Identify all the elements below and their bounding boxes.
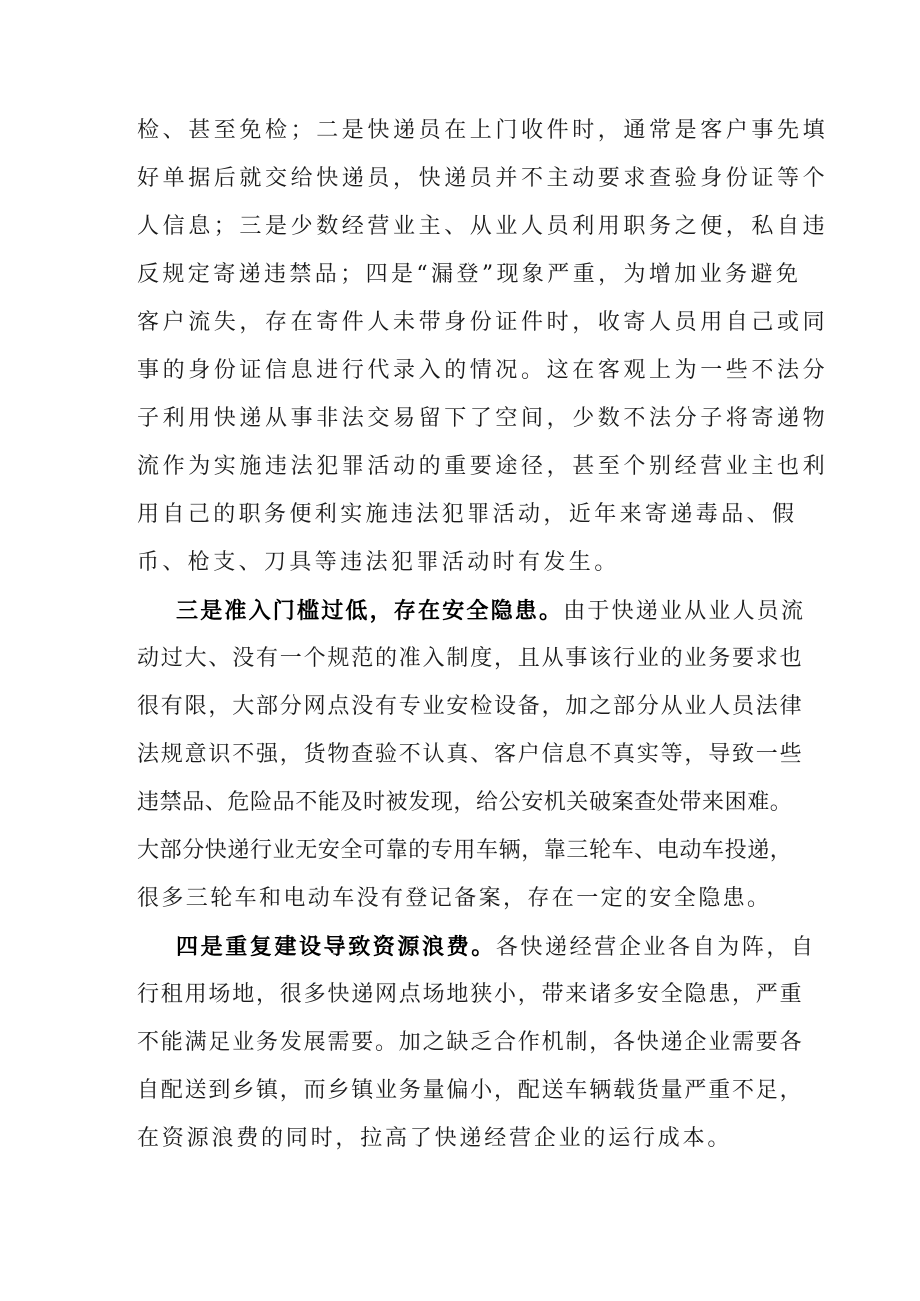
section-heading: 三是准入门槛过低，存在安全隐患。 [176, 598, 564, 624]
paragraph-line: 不能满足业务发展需要。加之缺乏合作机制，各快递企业需要各 [137, 1030, 804, 1055]
paragraph-line: 客户流失，存在寄件人未带身份证件时，收寄人员用自己或同 [137, 310, 829, 335]
paragraph-line: 很多三轮车和电动车没有登记备案，存在一定的安全隐患。 [137, 886, 772, 911]
paragraph-line: 流作为实施违法犯罪活动的重要途径，甚至个别经营业主也利 [137, 454, 829, 479]
paragraph-text: 各快递经营企业各自为阵，自 [495, 935, 816, 960]
paragraph-line: 大部分快递行业无安全可靠的专用车辆，靠三轮车、电动车投递， [137, 838, 793, 863]
paragraph-line: 币、枪支、刀具等违法犯罪活动时有发生。 [137, 550, 620, 575]
paragraph-line: 违禁品、危险品不能及时被发现，给公安机关破案查处带来困难。 [137, 790, 793, 815]
paragraph-line: 很有限，大部分网点没有专业安检设备，加之部分从业人员法律 [137, 694, 804, 719]
paragraph-first-line [176, 932, 816, 962]
section-heading: 四是重复建设导致资源浪费。 [176, 934, 496, 960]
paragraph-text: 由于快递业从业人员流 [563, 599, 806, 624]
paragraph-line: 好单据后就交给快递员，快递员并不主动要求查验身份证等个 [137, 166, 829, 191]
paragraph-line: 动过大、没有一个规范的准入制度，且从事该行业的业务要求也 [137, 646, 804, 671]
paragraph-line: 人信息；三是少数经营业主、从业人员利用职务之便，私自违 [137, 214, 829, 239]
paragraph-line: 用自己的职务便利实施违法犯罪活动，近年来寄递毒品、假 [137, 502, 798, 527]
paragraph-line: 在资源浪费的同时，拉高了快递经营企业的运行成本。 [137, 1126, 733, 1151]
paragraph-line: 自配送到乡镇，而乡镇业务量偏小，配送车辆载货量严重不足， [137, 1078, 804, 1103]
paragraph-line: 事的身份证信息进行代录入的情况。这在客观上为一些不法分 [137, 358, 829, 383]
paragraph-line: 行租用场地，很多快递网点场地狭小，带来诸多安全隐患，严重 [137, 982, 804, 1007]
paragraph-line: 子利用快递从事非法交易留下了空间，少数不法分子将寄递物 [137, 406, 829, 431]
paragraph-line: 反规定寄递违禁品；四是“漏登”现象严重，为增加业务避免 [137, 262, 802, 287]
paragraph-first-line [176, 596, 805, 626]
paragraph-line: 法规意识不强，货物查验不认真、客户信息不真实等，导致一些 [137, 742, 804, 767]
paragraph-line: 检、甚至免检；二是快递员在上门收件时，通常是客户事先填 [137, 118, 829, 143]
